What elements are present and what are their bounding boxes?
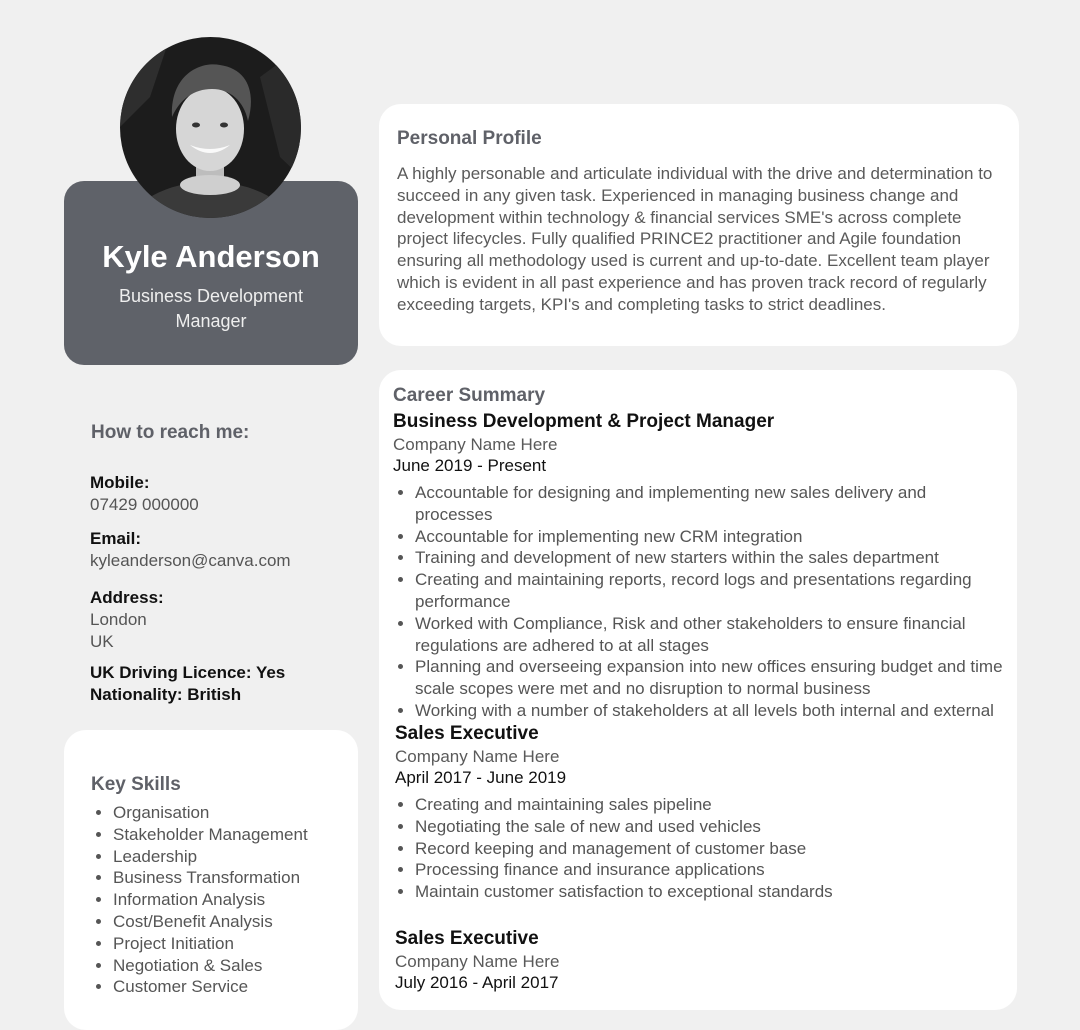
mobile-value: 07429 000000 (90, 495, 199, 514)
list-item: • Negotiation & Sales (113, 955, 308, 977)
list-item: • Maintain customer satisfaction to exceptional standards (415, 881, 1005, 903)
list-item: • Accountable for implementing new CRM integration (415, 526, 1003, 548)
list-item: • Cost/Benefit Analysis (113, 911, 308, 933)
job-entry (395, 927, 1005, 994)
career-summary-card (379, 370, 1017, 1010)
list-item: • Training and development of new starters within the sales department (415, 547, 1003, 569)
list-item: • Record keeping and management of customer base (415, 838, 1005, 860)
list-item: • Processing finance and insurance applications (415, 859, 1005, 881)
job-company: Company Name Here (395, 747, 560, 766)
list-item: • Business Transformation (113, 867, 308, 889)
list-item: • Customer Service (113, 976, 308, 998)
key-skills-card (64, 730, 358, 1030)
email-label: Email: (90, 529, 142, 548)
list-item: • Stakeholder Management (113, 824, 308, 846)
list-item: • Leadership (113, 846, 308, 868)
job-title: Sales Executive (395, 723, 539, 744)
list-item: • Accountable for designing and implementing new sales delivery and processes (415, 482, 1003, 526)
avatar (120, 37, 301, 218)
career-summary-heading: Career Summary (393, 385, 546, 406)
job-entry (393, 410, 1003, 722)
list-item: • Information Analysis (113, 889, 308, 911)
job-company: Company Name Here (393, 435, 558, 454)
job-dates: June 2019 - Present (393, 456, 547, 475)
person-role: Business Development Manager (118, 286, 304, 331)
job-dates: July 2016 - April 2017 (395, 973, 559, 992)
job-title: Business Development & Project Manager (393, 411, 775, 432)
job-duties-list (393, 794, 1005, 903)
list-item: • Worked with Compliance, Risk and other stakeholders to ensure financial regulations are adhered to at all stages (415, 613, 1003, 657)
mobile-label: Mobile: (90, 473, 150, 492)
mobile-block (90, 472, 199, 516)
portrait-photo-icon (120, 37, 301, 218)
nationality-text: Nationality: British (90, 685, 242, 704)
list-item: • Creating and maintaining sales pipeline (415, 794, 1005, 816)
email-value: kyleanderson@canva.com (90, 551, 291, 570)
list-item: • Negotiating the sale of new and used vehicles (415, 816, 1005, 838)
key-skills-list (91, 802, 308, 998)
address-block (90, 587, 164, 653)
list-item: • Working with a number of stakeholders at all levels both internal and external (415, 700, 1003, 722)
job-dates: April 2017 - June 2019 (395, 768, 567, 787)
job-company: Company Name Here (395, 952, 560, 971)
address-label: Address: (90, 588, 164, 607)
list-item: • Organisation (113, 802, 308, 824)
address-line-2: UK (90, 632, 114, 651)
key-skills-heading: Key Skills (91, 774, 181, 795)
person-name: Kyle Anderson (102, 239, 320, 274)
job-duties-list (393, 482, 1003, 722)
list-item: • Planning and overseeing expansion into new offices ensuring budget and time scale scopes were met and no disruption to normal business (415, 656, 1003, 700)
personal-profile-text: A highly personable and articulate individual with the drive and determination to succeed in any given task. Experienced in managing business change and development within technology & financial services SME's across complete project lifecycles. Fully qualified PRINCE2 practitioner and Agile foundation ensuring all methodology used is current and up-to-date. Excellent team player which is evident in all past experience and has proven track record of regularly exceeding targets, KPI's and completing tasks to strict deadlines. (397, 164, 993, 314)
email-block (90, 528, 291, 572)
list-item: • Project Initiation (113, 933, 308, 955)
personal-profile-card (379, 104, 1019, 346)
job-entry (395, 722, 1005, 903)
address-line-1: London (90, 610, 147, 629)
licence-text: UK Driving Licence: Yes (90, 663, 286, 682)
list-item: • Creating and maintaining reports, record logs and presentations regarding performance (415, 569, 1003, 613)
personal-profile-heading: Personal Profile (397, 128, 542, 149)
extra-info (90, 662, 285, 706)
job-title: Sales Executive (395, 928, 539, 949)
reach-heading: How to reach me: (91, 422, 250, 443)
